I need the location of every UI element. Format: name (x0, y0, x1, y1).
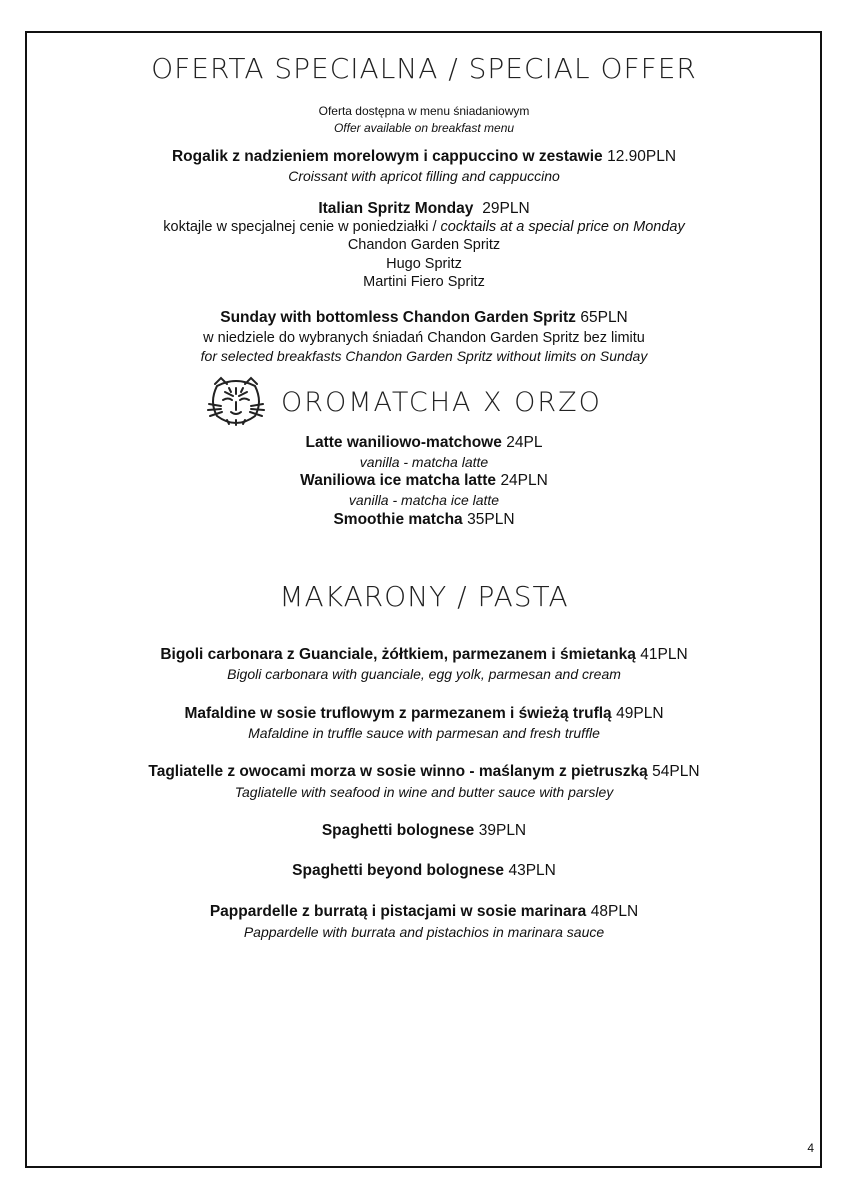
list-item: Martini Fiero Spritz (363, 274, 485, 290)
brand-name: OROMATCHA X ORZO (281, 386, 602, 418)
sunday-spritz-note: w niedziele do wybranych śniadań Chandon Garden Spritz bez limitu (203, 330, 645, 346)
offer-note-pl: Oferta dostępna w menu śniadaniowym (318, 104, 530, 118)
special-offer-title: OFERTA SPECIALNA / SPECIAL OFFER (151, 52, 697, 85)
oromatcha-brand (205, 376, 602, 428)
list-item: Hugo Spritz (386, 256, 462, 272)
menu-item-desc: for selected breakfasts Chandon Garden Spritz without limits on Sunday (200, 348, 648, 364)
menu-item-tagliatelle: Tagliatelle z owocami morza w sosie winno - maślanym z pietruszką 54PLN (148, 763, 700, 780)
menu-item-desc: Pappardelle with burrata and pistachios in marinara sauce (243, 924, 605, 940)
menu-item-desc: vanilla - matcha latte (359, 454, 489, 470)
menu-item-mafaldine: Mafaldine w sosie truflowym z parmezanem i świeżą truflą 49PLN (184, 705, 664, 722)
menu-item-smoothie: Smoothie matcha 35PLN (333, 511, 515, 528)
page-number: 4 (807, 1141, 814, 1155)
pasta-title: MAKARONY / PASTA (279, 580, 569, 613)
tiger-head-icon (205, 376, 267, 428)
menu-item-sunday-spritz: Sunday with bottomless Chandon Garden Spritz 65PLN (220, 309, 628, 326)
menu-item-bolognese: Spaghetti bolognese 39PLN (321, 822, 527, 839)
menu-item-desc: Bigoli carbonara with guanciale, egg yolk, parmesan and cream (227, 666, 621, 682)
spritz-monday-note: koktajle w specjalnej cenie w poniedziałki / cocktails at a special price on Monday (163, 219, 685, 235)
offer-note-en: Offer available on breakfast menu (333, 121, 515, 135)
menu-item-desc: Mafaldine in truffle sauce with parmesan and fresh truffle (248, 725, 600, 741)
list-item: Chandon Garden Spritz (347, 237, 501, 253)
menu-item-desc: vanilla - matcha ice latte (348, 492, 500, 508)
menu-item-pappardelle: Pappardelle z burratą i pistacjami w sosie marinara 48PLN (209, 903, 639, 920)
menu-item-spritz-monday: Italian Spritz Monday 29PLN (318, 200, 530, 217)
menu-item-matcha-latte: Latte waniliowo-matchowe 24PL (305, 434, 543, 451)
menu-item-ice-matcha: Waniliowa ice matcha latte 24PLN (300, 472, 548, 489)
menu-item-desc: Tagliatelle with seafood in wine and butter sauce with parsley (234, 784, 614, 800)
menu-item-croissant: Rogalik z nadzieniem morelowym i cappuccino w zestawie 12.90PLN (171, 148, 677, 165)
menu-item-carbonara: Bigoli carbonara z Guanciale, żółtkiem, parmezanem i śmietanką 41PLN (160, 646, 688, 663)
menu-item-beyond-bolognese: Spaghetti beyond bolognese 43PLN (292, 862, 556, 879)
menu-item-desc: Croissant with apricot filling and cappuccino (288, 168, 560, 184)
